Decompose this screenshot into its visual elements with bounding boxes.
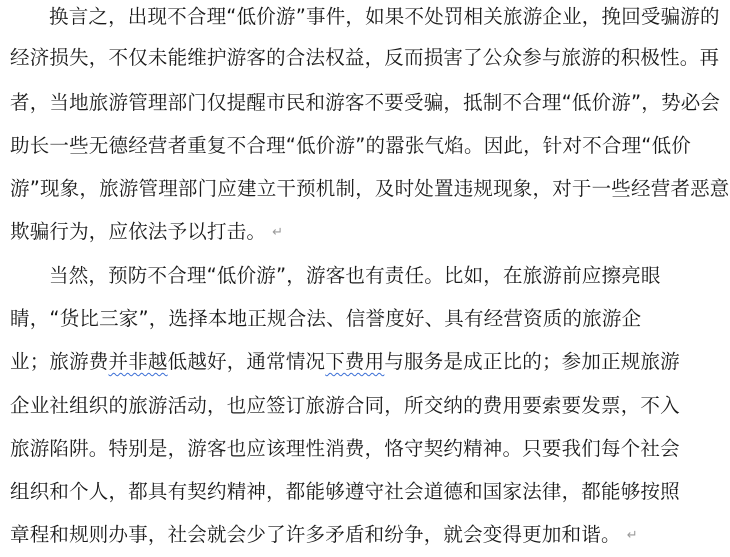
spellcheck-underline: 下费用 (325, 350, 385, 373)
paragraph-mark-icon: ↵ (272, 224, 284, 240)
paragraph-1-line-5: 游”现象，旅游管理部门应建立干预机制，及时处置违规现象，对于一些经营者恶意 (10, 177, 730, 200)
paragraph-2-line-3 (10, 342, 680, 382)
text-run: 业；旅游费 (10, 350, 109, 373)
text-run: 低越好，通常情况 (167, 350, 326, 373)
paragraph-2-line-7-text: 章程和规则办事，社会就会少了许多矛盾和纷争，就会变得更加和谐。 (10, 523, 621, 546)
paragraph-1-line-3: 者，当地旅游管理部门仅提醒市民和游客不要受骗，抵制不合理“低价游”，势必会 (10, 91, 721, 114)
paragraph-2-line-7 (10, 515, 638, 555)
paragraph-2-line-4: 企业社组织的旅游活动，也应签订旅游合同，所交纳的费用要索要发票，不入 (10, 394, 680, 417)
paragraph-2-line-5: 旅游陷阱。特别是，游客也应该理性消费，恪守契约精神。只要我们每个社会 (10, 437, 680, 460)
paragraph-1-line-6 (10, 212, 590, 252)
paragraph-1-line-1: 换言之，出现不合理“低价游”事件，如果不处罚相关旅游企业，挽回受骗游的 (49, 5, 720, 28)
paragraph-mark-icon: ↵ (626, 527, 638, 543)
spellcheck-underline: 并非越 (108, 350, 168, 373)
text-run: 与服务是成正比的；参加正规旅游 (384, 350, 680, 373)
paragraph-1-line-2: 经济损失，不仅未能维护游客的合法权益，反而损害了公众参与旅游的积极性。再 (10, 46, 720, 69)
paragraph-2-line-1: 当然，预防不合理“低价游”，游客也有责任。比如，在旅游前应擦亮眼 (49, 264, 661, 287)
paragraph-1-line-6-text: 欺骗行为，应依法予以打击。 (10, 220, 267, 243)
paragraph-2-line-6: 组织和个人，都具有契约精神，都能够遵守社会道德和国家法律，都能够按照 (10, 480, 680, 503)
paragraph-2-line-2: 睛，“货比三家”，选择本地正规合法、信誉度好、具有经营资质的旅游企 (10, 307, 642, 330)
paragraph-1-line-4: 助长一些无德经营者重复不合理“低价游”的嚣张气焰。因此，针对不合理“低价 (10, 134, 692, 157)
